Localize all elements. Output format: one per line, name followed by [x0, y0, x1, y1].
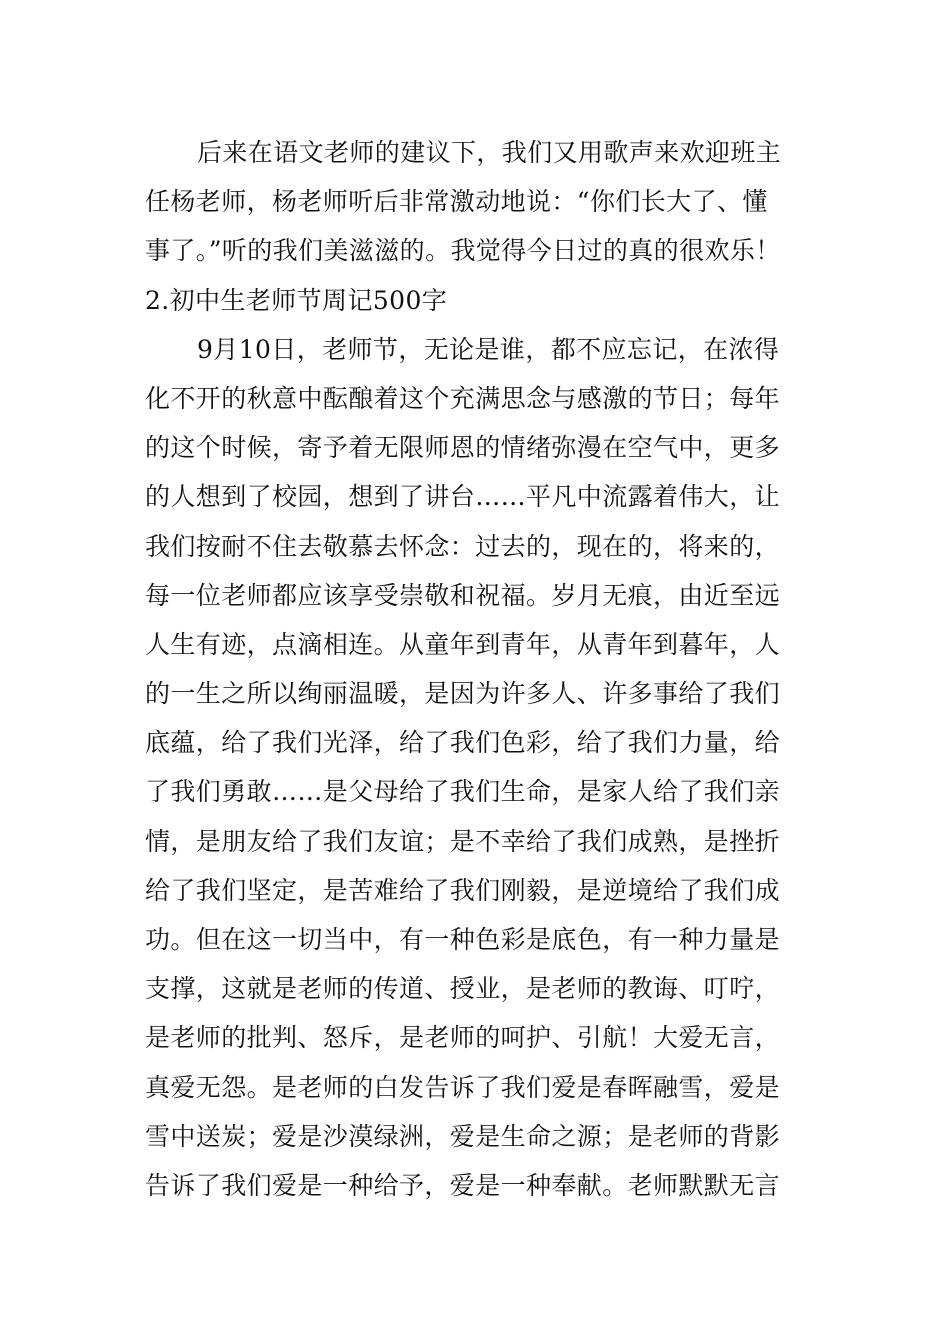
- paragraph-line: 后来在语文老师的建议下，我们又用歌声来欢迎班主: [197, 138, 782, 167]
- paragraph-line: 雪中送炭；爱是沙漠绿洲，爱是生命之源；是老师的背影: [145, 1121, 781, 1151]
- section-heading: 2.初中生老师节周记500字: [145, 285, 448, 315]
- paragraph-line: 告诉了我们爱是一种给予，爱是一种奉献。老师默默无言: [145, 1170, 781, 1200]
- paragraph-line: 人生有迹，点滴相连。从童年到青年，从青年到暮年，人: [145, 629, 781, 659]
- paragraph-line: 给了我们坚定，是苦难给了我们刚毅，是逆境给了我们成: [145, 875, 781, 905]
- paragraph-line: 的一生之所以绚丽温暖，是因为许多人、许多事给了我们: [145, 679, 781, 709]
- paragraph-line: 是老师的批判、怒斥，是老师的呵护、引航！大爱无言，: [145, 1023, 781, 1053]
- paragraph-line: 情，是朋友给了我们友谊；是不幸给了我们成熟，是挫折: [145, 826, 781, 856]
- paragraph-line: 的人想到了校园，想到了讲台……平凡中流露着伟大，让: [145, 482, 781, 512]
- paragraph-line: 9月10日，老师节，无论是谁，都不应忘记，在浓得: [197, 334, 780, 364]
- paragraph-line: 事了。”听的我们美滋滋的。我觉得今日过的真的很欢乐！: [145, 236, 781, 266]
- paragraph-line: 功。但在这一切当中，有一种色彩是底色，有一种力量是: [145, 925, 781, 954]
- paragraph-line: 真爱无怨。是老师的白发告诉了我们爱是春晖融雪，爱是: [145, 1072, 781, 1102]
- article-body: [145, 128, 810, 1210]
- paragraph-line: 每一位老师都应该享受崇敬和祝福。岁月无痕，由近至远: [145, 580, 781, 610]
- paragraph-line: 任杨老师，杨老师听后非常激动地说：“你们长大了、懂: [145, 187, 768, 217]
- paragraph-line: 化不开的秋意中酝酿着这个充满思念与感激的节日；每年: [145, 383, 781, 413]
- paragraph-line: 我们按耐不住去敬慕去怀念：过去的，现在的，将来的，: [145, 531, 781, 561]
- paragraph-line: 底蕴，给了我们光泽，给了我们色彩，给了我们力量，给: [145, 728, 781, 758]
- paragraph-line: 的这个时候，寄予着无限师恩的情绪弥漫在空气中，更多: [145, 433, 781, 463]
- paragraph-line: 了我们勇敢……是父母给了我们生命，是家人给了我们亲: [145, 777, 781, 807]
- paragraph-line: 支撑，这就是老师的传道、授业，是老师的教诲、叮咛，: [145, 974, 781, 1004]
